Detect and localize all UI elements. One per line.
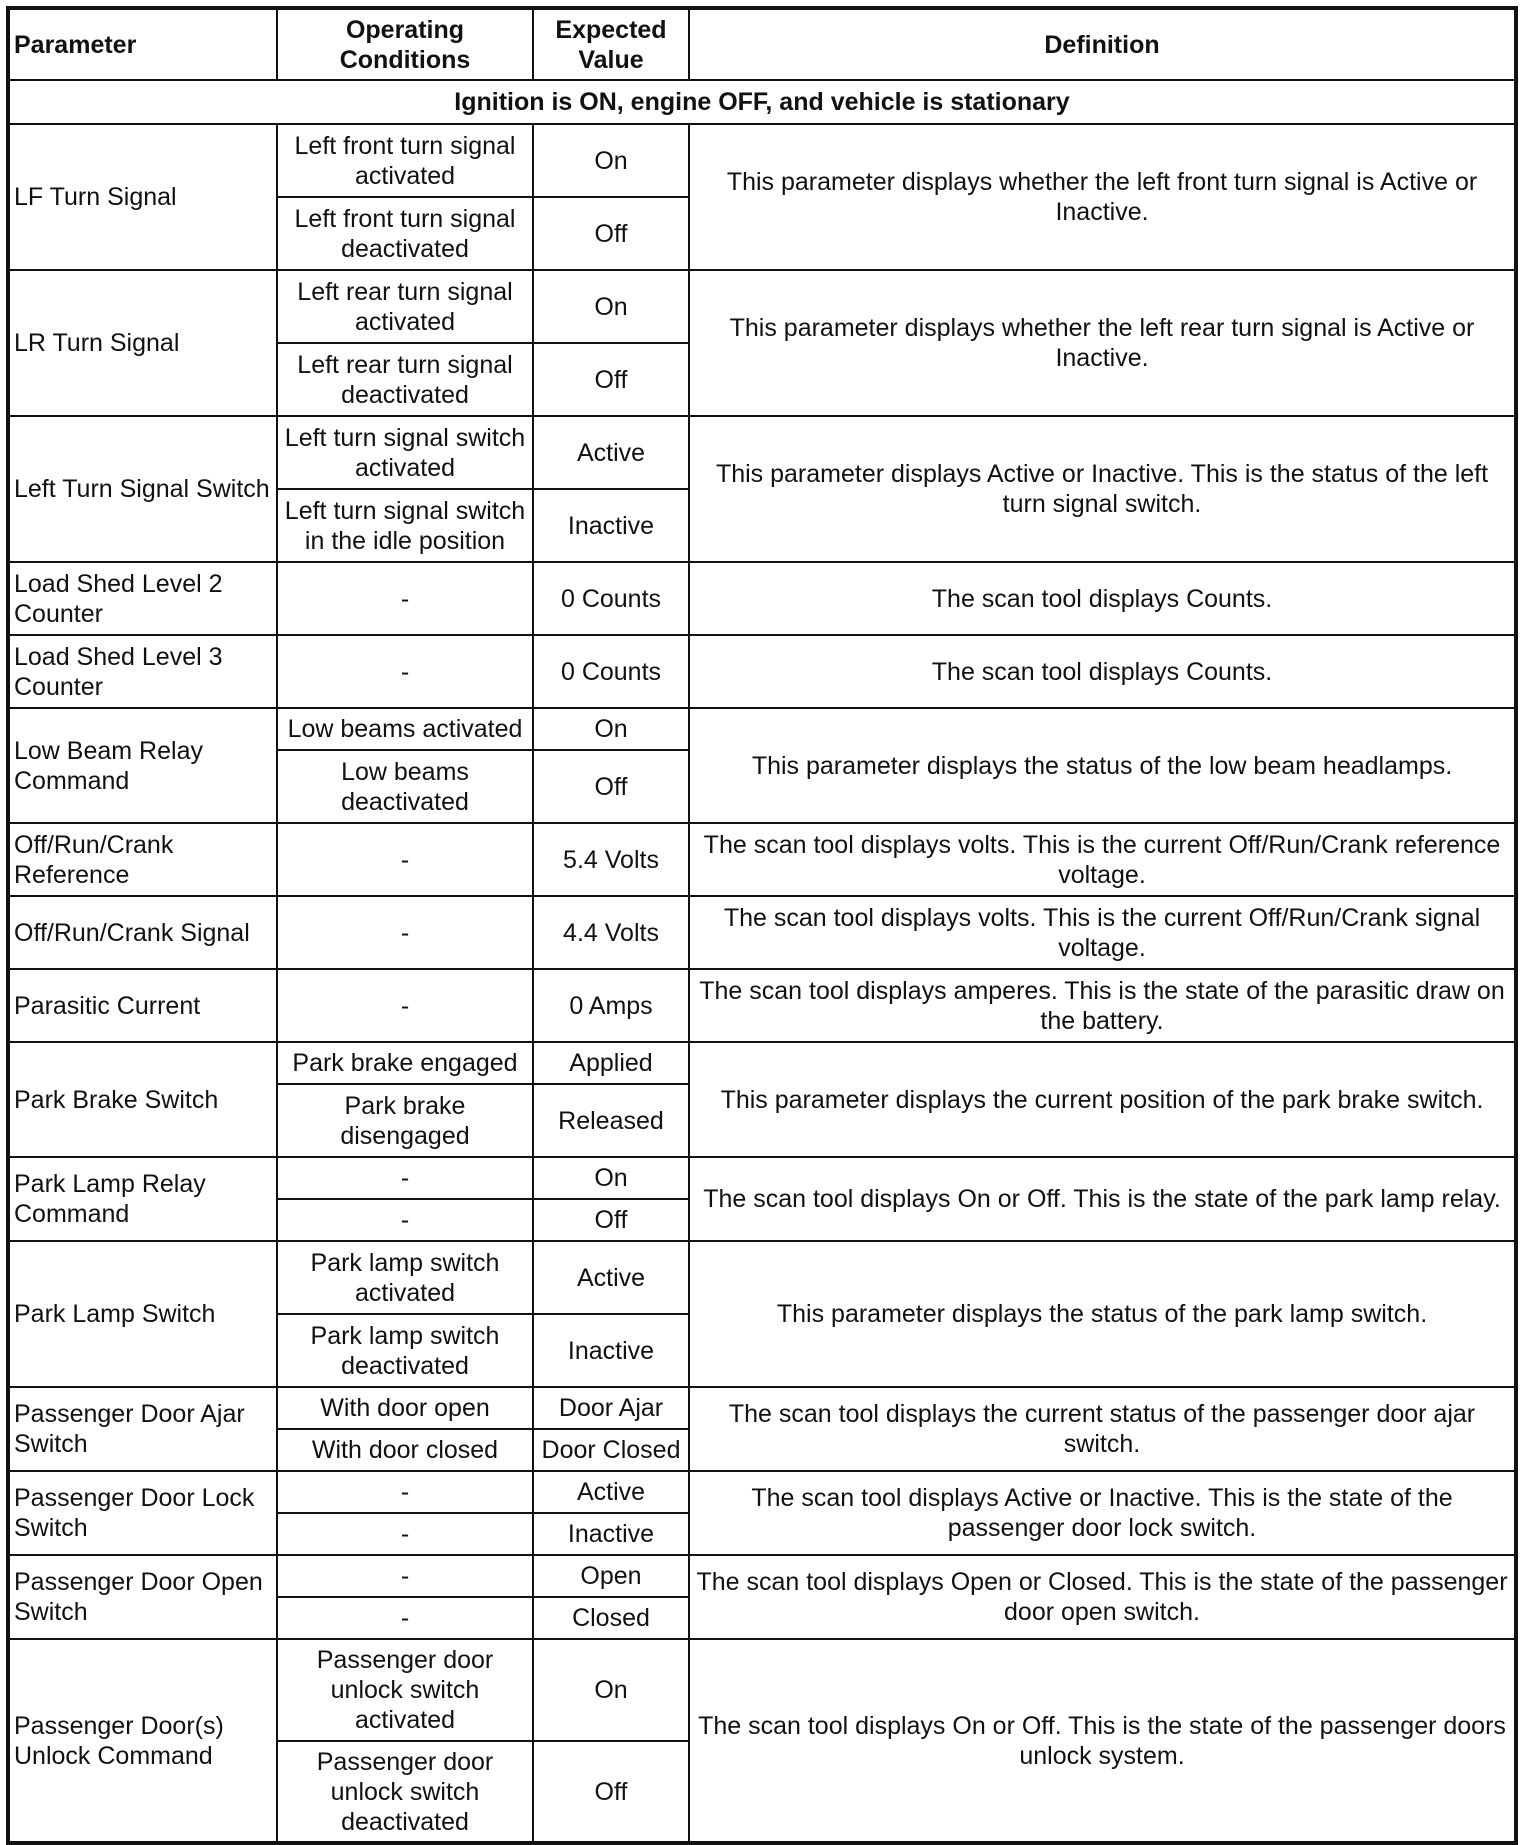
parameter-name-cell: LR Turn Signal <box>8 270 277 416</box>
expected-value-cell: Open <box>533 1555 689 1597</box>
header-definition: Definition <box>689 8 1516 80</box>
definition-cell: The scan tool displays Open or Closed. This is the state of the passenger door open switch. <box>689 1555 1516 1639</box>
definition-cell: The scan tool displays Active or Inactive. This is the state of the passenger door lock switch. <box>689 1471 1516 1555</box>
expected-value-cell: Off <box>533 750 689 823</box>
expected-value-cell: Off <box>533 1199 689 1241</box>
section-row <box>8 80 1516 124</box>
table-row <box>8 124 1516 197</box>
definition-cell: The scan tool displays volts. This is the current Off/Run/Crank signal voltage. <box>689 896 1516 969</box>
operating-condition-cell: Park lamp switch activated <box>277 1241 533 1314</box>
operating-condition-cell: - <box>277 823 533 896</box>
expected-value-cell: 4.4 Volts <box>533 896 689 969</box>
operating-condition-cell: With door open <box>277 1387 533 1429</box>
expected-value-cell: On <box>533 124 689 197</box>
operating-condition-cell: Left rear turn signal activated <box>277 270 533 343</box>
definition-cell: This parameter displays the current position of the park brake switch. <box>689 1042 1516 1157</box>
definition-cell: The scan tool displays Counts. <box>689 562 1516 635</box>
definition-cell: The scan tool displays On or Off. This is the state of the park lamp relay. <box>689 1157 1516 1241</box>
header-row <box>8 8 1516 80</box>
expected-value-cell: Released <box>533 1084 689 1157</box>
operating-condition-cell: Left front turn signal deactivated <box>277 197 533 270</box>
operating-condition-cell: - <box>277 896 533 969</box>
table-row <box>8 1042 1516 1084</box>
definition-cell: The scan tool displays Counts. <box>689 635 1516 708</box>
expected-value-cell: On <box>533 270 689 343</box>
table-row <box>8 1387 1516 1429</box>
operating-condition-cell: - <box>277 1513 533 1555</box>
operating-condition-cell: - <box>277 562 533 635</box>
table-row <box>8 1471 1516 1513</box>
table-row <box>8 969 1516 1042</box>
operating-condition-cell: Park brake disengaged <box>277 1084 533 1157</box>
operating-condition-cell: Left rear turn signal deactivated <box>277 343 533 416</box>
scan-tool-data-table <box>6 6 1518 1845</box>
expected-value-cell: 0 Amps <box>533 969 689 1042</box>
parameter-table-sheet <box>6 6 1514 1845</box>
expected-value-cell: 0 Counts <box>533 562 689 635</box>
definition-cell: This parameter displays the status of the park lamp switch. <box>689 1241 1516 1387</box>
parameter-name-cell: Park Brake Switch <box>8 1042 277 1157</box>
definition-cell: The scan tool displays On or Off. This is the state of the passenger doors unlock system. <box>689 1639 1516 1843</box>
expected-value-cell: Closed <box>533 1597 689 1639</box>
section-heading: Ignition is ON, engine OFF, and vehicle is stationary <box>8 80 1516 124</box>
parameter-name-cell: Load Shed Level 2 Counter <box>8 562 277 635</box>
definition-cell: This parameter displays whether the left front turn signal is Active or Inactive. <box>689 124 1516 270</box>
expected-value-cell: Off <box>533 1741 689 1843</box>
definition-cell: The scan tool displays the current status of the passenger door ajar switch. <box>689 1387 1516 1471</box>
definition-cell: The scan tool displays volts. This is the current Off/Run/Crank reference voltage. <box>689 823 1516 896</box>
operating-condition-cell: With door closed <box>277 1429 533 1471</box>
operating-condition-cell: Low beams deactivated <box>277 750 533 823</box>
expected-value-cell: On <box>533 1157 689 1199</box>
parameter-name-cell: Passenger Door Open Switch <box>8 1555 277 1639</box>
expected-value-cell: Inactive <box>533 489 689 562</box>
table-body <box>8 80 1516 1843</box>
header-expected-value: Expected Value <box>533 8 689 80</box>
operating-condition-cell: - <box>277 969 533 1042</box>
parameter-name-cell: Park Lamp Switch <box>8 1241 277 1387</box>
expected-value-cell: Active <box>533 1241 689 1314</box>
expected-value-cell: 0 Counts <box>533 635 689 708</box>
parameter-name-cell: Parasitic Current <box>8 969 277 1042</box>
parameter-name-cell: Passenger Door Lock Switch <box>8 1471 277 1555</box>
operating-condition-cell: Left turn signal switch activated <box>277 416 533 489</box>
operating-condition-cell: Park lamp switch deactivated <box>277 1314 533 1387</box>
parameter-name-cell: Off/Run/Crank Reference <box>8 823 277 896</box>
table-row <box>8 823 1516 896</box>
operating-condition-cell: Passenger door unlock switch activated <box>277 1639 533 1741</box>
operating-condition-cell: Passenger door unlock switch deactivated <box>277 1741 533 1843</box>
expected-value-cell: Door Ajar <box>533 1387 689 1429</box>
operating-condition-cell: - <box>277 1157 533 1199</box>
operating-condition-cell: - <box>277 1555 533 1597</box>
operating-condition-cell: - <box>277 1199 533 1241</box>
parameter-name-cell: Passenger Door Ajar Switch <box>8 1387 277 1471</box>
parameter-name-cell: Left Turn Signal Switch <box>8 416 277 562</box>
operating-condition-cell: Left front turn signal activated <box>277 124 533 197</box>
definition-cell: This parameter displays the status of the low beam headlamps. <box>689 708 1516 823</box>
expected-value-cell: Door Closed <box>533 1429 689 1471</box>
table-row <box>8 1639 1516 1741</box>
definition-cell: The scan tool displays amperes. This is the state of the parasitic draw on the battery. <box>689 969 1516 1042</box>
expected-value-cell: Off <box>533 197 689 270</box>
expected-value-cell: Active <box>533 1471 689 1513</box>
expected-value-cell: Inactive <box>533 1314 689 1387</box>
expected-value-cell: Active <box>533 416 689 489</box>
table-row <box>8 416 1516 489</box>
expected-value-cell: On <box>533 1639 689 1741</box>
operating-condition-cell: Low beams activated <box>277 708 533 750</box>
expected-value-cell: Applied <box>533 1042 689 1084</box>
parameter-name-cell: Off/Run/Crank Signal <box>8 896 277 969</box>
operating-condition-cell: - <box>277 1471 533 1513</box>
operating-condition-cell: - <box>277 1597 533 1639</box>
expected-value-cell: On <box>533 708 689 750</box>
operating-condition-cell: Park brake engaged <box>277 1042 533 1084</box>
expected-value-cell: Inactive <box>533 1513 689 1555</box>
parameter-name-cell: Load Shed Level 3 Counter <box>8 635 277 708</box>
table-row <box>8 562 1516 635</box>
header-parameter: Parameter <box>8 8 277 80</box>
parameter-name-cell: Passenger Door(s) Unlock Command <box>8 1639 277 1843</box>
table-row <box>8 1157 1516 1199</box>
definition-cell: This parameter displays whether the left rear turn signal is Active or Inactive. <box>689 270 1516 416</box>
expected-value-cell: 5.4 Volts <box>533 823 689 896</box>
operating-condition-cell: Left turn signal switch in the idle position <box>277 489 533 562</box>
operating-condition-cell: - <box>277 635 533 708</box>
table-row <box>8 1241 1516 1314</box>
definition-cell: This parameter displays Active or Inactive. This is the status of the left turn signal switch. <box>689 416 1516 562</box>
table-row <box>8 896 1516 969</box>
table-row <box>8 1555 1516 1597</box>
expected-value-cell: Off <box>533 343 689 416</box>
parameter-name-cell: Low Beam Relay Command <box>8 708 277 823</box>
parameter-name-cell: LF Turn Signal <box>8 124 277 270</box>
parameter-name-cell: Park Lamp Relay Command <box>8 1157 277 1241</box>
header-operating-conditions: Operating Conditions <box>277 8 533 80</box>
table-row <box>8 635 1516 708</box>
table-row <box>8 708 1516 750</box>
table-row <box>8 270 1516 343</box>
